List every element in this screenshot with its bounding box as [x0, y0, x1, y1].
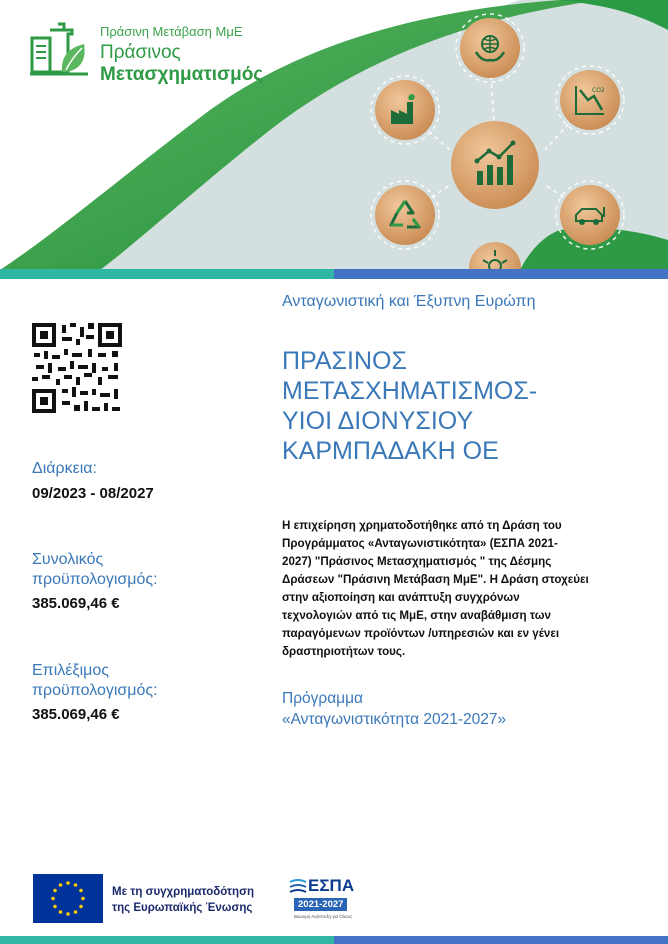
- eligible-budget-label-line2: προϋπολογισμός:: [32, 682, 158, 699]
- project-title-line: ΚΑΡΜΠΑΔΑΚΗ ΟΕ: [282, 437, 499, 465]
- footer-strip-teal: [0, 936, 334, 944]
- description-line: Η επιχείρηση χρηματοδοτήθηκε από τη Δράση του: [282, 519, 562, 532]
- brand-title-line2: Μετασχηματισμός: [100, 64, 264, 85]
- electric-car-icon: [572, 197, 608, 233]
- project-title: [282, 346, 622, 466]
- project-title-line: ΜΕΤΑΣΧΗΜΑΤΙΣΜΟΣ-: [282, 377, 538, 405]
- footer-strip-blue: [334, 936, 668, 944]
- co2-chart-icon: [572, 82, 608, 118]
- eu-text-line1: Με τη συγχρηματοδότηση: [112, 886, 254, 898]
- eligible-budget-label-line1: Επιλέξιμος: [32, 662, 109, 679]
- description-line: τεχνολογιών από τις ΜμΕ, στην αναβάθμιση των: [282, 609, 551, 622]
- project-description: [282, 517, 602, 661]
- recycle-icon: [387, 197, 423, 233]
- eu-flag-icon: [33, 874, 103, 923]
- description-line: στην αξιοποίηση και ανάπτυξη συγχρόνων: [282, 591, 520, 604]
- espa-word: ΕΣΠΑ: [308, 876, 355, 895]
- brand-kicker: Πράσινη Μετάβαση ΜμΕ: [100, 24, 243, 39]
- total-budget-label: [32, 550, 158, 590]
- description-line: Δράσεων "Πράσινη Μετάβαση ΜμΕ". Η Δράση στοχεύει: [282, 573, 589, 586]
- program-name-line2: «Ανταγωνιστικότητα 2021-2027»: [282, 711, 507, 728]
- description-line: δραστηριοτήτων τους.: [282, 645, 406, 658]
- program-axis-subtitle: Ανταγωνιστική και Έξυπνη Ευρώπη: [282, 293, 536, 310]
- brand-title-line1: Πράσινος: [100, 42, 181, 63]
- program-name: [282, 688, 506, 730]
- brand-logo: [28, 20, 288, 86]
- espa-logo: [288, 876, 366, 924]
- description-line: 2027) "Πράσινος Μετασχηματισμός " της Δέσμης: [282, 555, 552, 568]
- duration-label: Διάρκεια:: [32, 460, 97, 477]
- qr-code[interactable]: [32, 323, 122, 413]
- divider-strip-blue: [334, 269, 668, 279]
- project-title-line: ΥΙΟΙ ΔΙΟΝΥΣΙΟΥ: [282, 407, 474, 435]
- espa-tagline: Βιώσιμη Ανάπτυξη για Όλους: [294, 914, 353, 919]
- growth-chart-icon: [469, 137, 523, 191]
- sun-icon: [480, 246, 510, 270]
- total-budget-label-line1: Συνολικός: [32, 551, 104, 568]
- description-line: παραγόμενων προϊόντων /υπηρεσιών και εν γένει: [282, 627, 560, 640]
- eligible-budget-value: 385.069,46 €: [32, 706, 120, 723]
- hero-banner: [0, 0, 668, 270]
- globe-hands-icon: [472, 30, 508, 66]
- eligible-budget-label: [32, 661, 158, 701]
- espa-years: 2021-2027: [294, 898, 347, 911]
- divider-strip-teal: [0, 269, 334, 279]
- duration-value: 09/2023 - 08/2027: [32, 485, 154, 502]
- total-budget-value: 385.069,46 €: [32, 595, 120, 612]
- project-title-line: ΠΡΑΣΙΝΟΣ: [282, 347, 407, 375]
- description-line: Προγράμματος «Ανταγωνιστικότητα» (ΕΣΠΑ 2021-: [282, 537, 558, 550]
- espa-stripes-icon: [288, 878, 308, 896]
- eu-text-line2: της Ευρωπαϊκής Ένωσης: [112, 902, 253, 914]
- eu-cofunding-text: [112, 884, 254, 916]
- svg-text:CO2: CO2: [592, 87, 605, 94]
- total-budget-label-line2: προϋπολογισμός:: [32, 571, 158, 588]
- factory-icon: [387, 92, 423, 128]
- program-name-line1: Πρόγραμμα: [282, 690, 363, 707]
- green-building-leaf-icon: [28, 20, 94, 80]
